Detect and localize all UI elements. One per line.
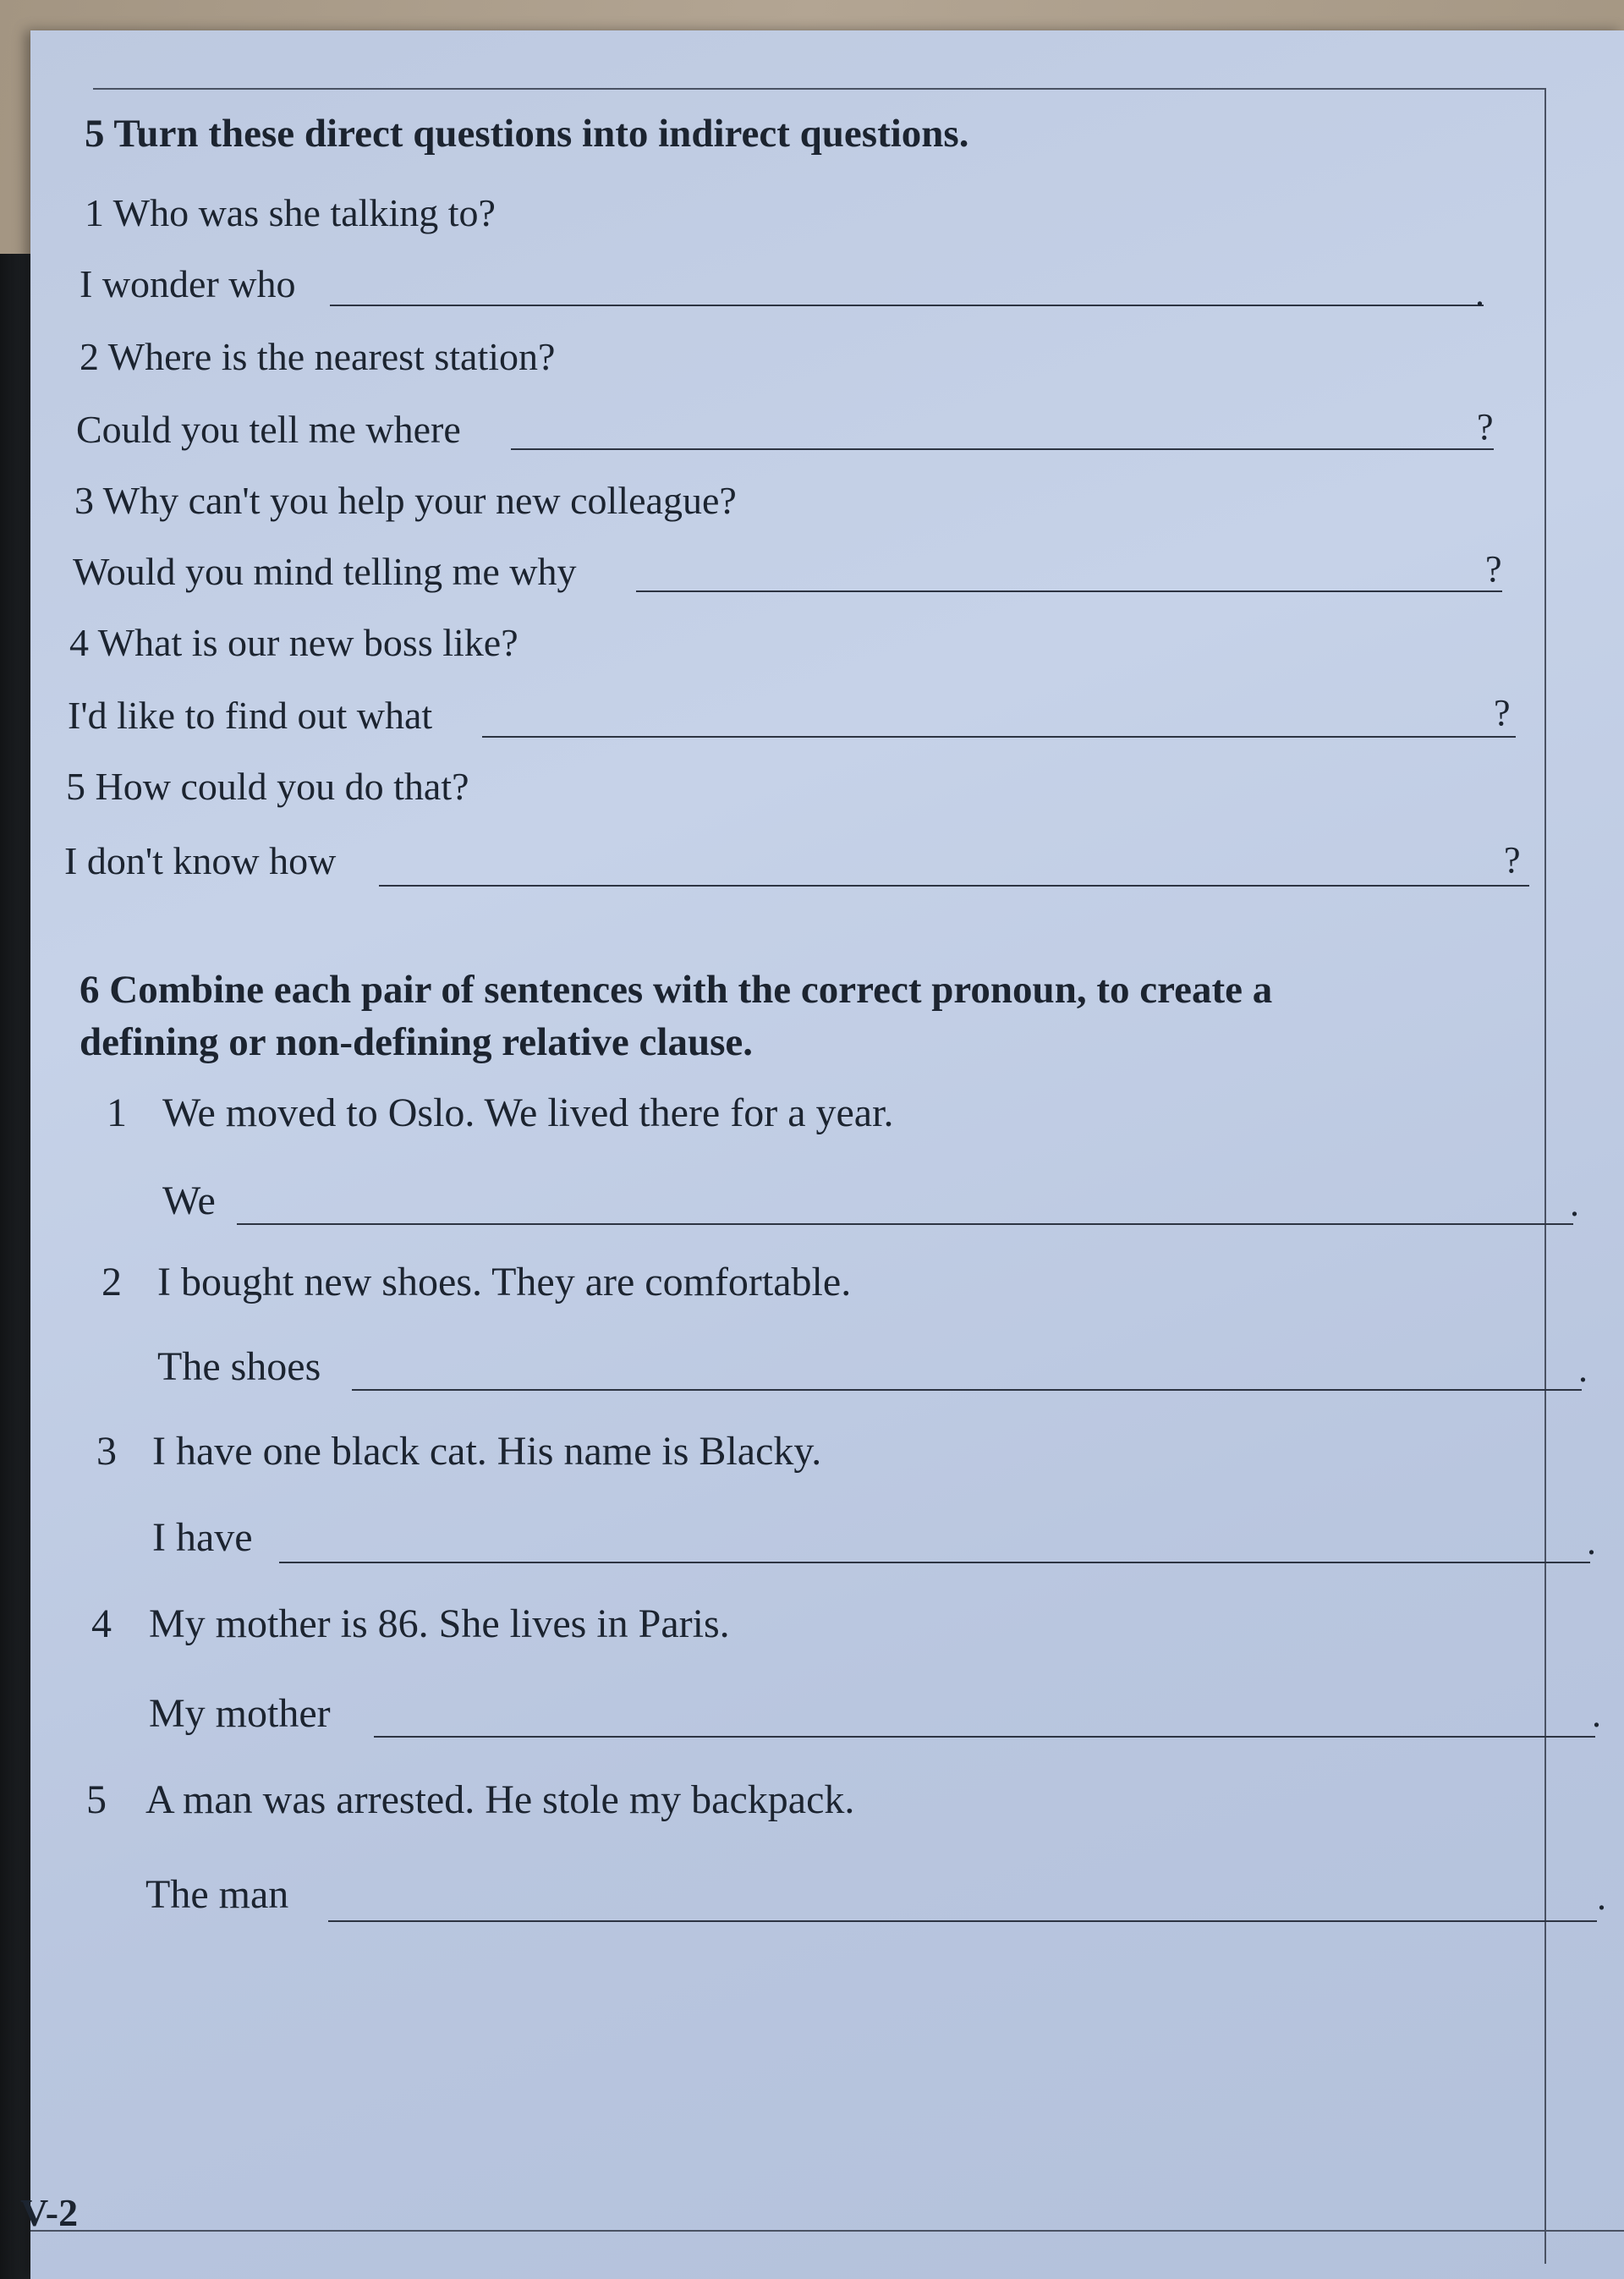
s6-answer-line-5[interactable]: [328, 1920, 1597, 1922]
s5-end-5: ?: [1504, 839, 1521, 881]
s5-prompt-4: I'd like to find out what: [68, 694, 433, 737]
s6-number-4: 4: [91, 1601, 112, 1646]
s6-prompt-5: The man: [145, 1872, 289, 1917]
s6-prompt-1: We: [162, 1178, 216, 1223]
s6-end-1: .: [1570, 1183, 1579, 1224]
s5-answer-line-2[interactable]: [511, 448, 1494, 450]
s6-end-2: .: [1578, 1348, 1588, 1390]
s5-question-2: 2 Where is the nearest station?: [80, 335, 556, 378]
s6-prompt-4: My mother: [149, 1691, 331, 1736]
s5-end-1: .: [1475, 272, 1484, 314]
s6-sentence-5: A man was arrested. He stole my backpack.: [145, 1777, 855, 1822]
s6-sentence-2: I bought new shoes. They are comfortable.: [157, 1260, 852, 1304]
worksheet-page: [20, 30, 1624, 2279]
s6-end-5: .: [1597, 1876, 1606, 1918]
s6-number-2: 2: [102, 1260, 122, 1304]
s5-question-5: 5 How could you do that?: [66, 765, 469, 808]
version-label: V-2: [20, 2191, 79, 2234]
s5-question-1: 1 Who was she talking to?: [85, 191, 496, 234]
s5-end-3: ?: [1485, 548, 1502, 590]
worksheet-content: [20, 30, 1624, 2279]
s5-answer-line-4[interactable]: [482, 736, 1516, 738]
footer-rule: [30, 2230, 1624, 2232]
s5-question-3: 3 Why can't you help your new colleague?: [74, 479, 737, 522]
section6-heading-line1: 6 Combine each pair of sentences with the correct pronoun, to create a: [80, 968, 1273, 1012]
s5-prompt-3: Would you mind telling me why: [73, 550, 577, 593]
s6-number-1: 1: [107, 1090, 127, 1135]
s6-end-3: .: [1587, 1521, 1596, 1562]
s5-prompt-2: Could you tell me where: [76, 408, 461, 451]
s5-prompt-1: I wonder who: [80, 262, 296, 305]
s5-prompt-5: I don't know how: [64, 839, 337, 882]
s5-answer-line-5[interactable]: [379, 885, 1529, 887]
s5-question-4: 4 What is our new boss like?: [69, 621, 518, 664]
section6-heading-line2: defining or non-defining relative clause.: [80, 1020, 753, 1064]
s6-number-5: 5: [86, 1777, 107, 1822]
s6-sentence-1: We moved to Oslo. We lived there for a year.: [162, 1090, 894, 1135]
section5-heading: 5 Turn these direct questions into indirect questions.: [85, 112, 969, 156]
s5-answer-line-1[interactable]: [330, 305, 1484, 306]
s6-answer-line-1[interactable]: [237, 1223, 1573, 1225]
s6-prompt-2: The shoes: [157, 1344, 321, 1389]
s6-end-4: .: [1592, 1694, 1601, 1735]
s6-sentence-3: I have one black cat. His name is Blacky.: [152, 1429, 822, 1474]
s5-end-4: ?: [1494, 692, 1511, 733]
s6-answer-line-3[interactable]: [279, 1562, 1590, 1563]
s6-answer-line-4[interactable]: [374, 1736, 1595, 1738]
s6-prompt-3: I have: [152, 1515, 253, 1560]
s5-answer-line-3[interactable]: [636, 590, 1502, 592]
s5-end-2: ?: [1477, 406, 1494, 448]
s6-answer-line-2[interactable]: [352, 1389, 1582, 1391]
s6-number-3: 3: [96, 1429, 117, 1474]
s6-sentence-4: My mother is 86. She lives in Paris.: [149, 1601, 730, 1646]
